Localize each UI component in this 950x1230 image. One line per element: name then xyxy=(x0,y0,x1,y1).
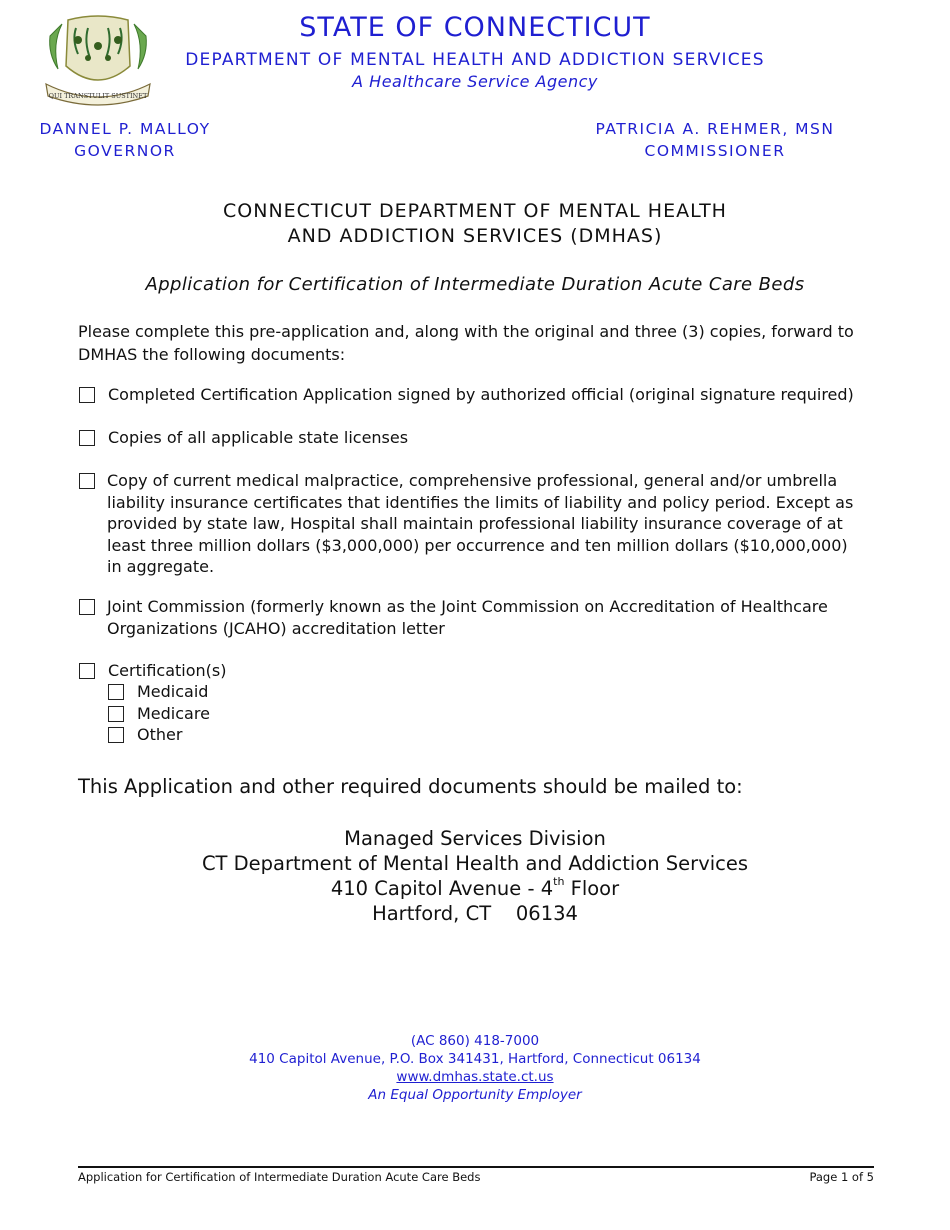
certification-other-label: Other xyxy=(137,725,183,744)
checklist-item-certification-application: Completed Certification Application signed by authorized official (original signature required) xyxy=(108,385,854,404)
mailing-address-line1: Managed Services Division xyxy=(344,827,606,850)
checkbox-other[interactable] xyxy=(108,727,124,743)
checklist-item-insurance-certificates: Copy of current medical malpractice, comprehensive professional, general and/or umbrella liability insurance certificates that identifies the limits of liability and policy period. Except as provided by state law, Hospital shall maintain professional liability insurance coverage of at least three million dollars ($3,000,000) per occurrence and ten million dollars ($10,000,000) in aggregate. xyxy=(107,471,854,576)
checkbox-joint-commission[interactable] xyxy=(79,599,95,615)
checkbox-certifications[interactable] xyxy=(79,663,95,679)
checkbox-certification-application[interactable] xyxy=(79,387,95,403)
mailing-address-line3 xyxy=(0,876,950,901)
mailing-street: 410 Capitol Avenue - 4 xyxy=(330,877,554,900)
mailing-floor: Floor xyxy=(564,877,620,900)
checkbox-insurance-certificates[interactable] xyxy=(79,473,95,489)
checklist-item-joint-commission: Joint Commission (formerly known as the Joint Commission on Accreditation of Healthcare Organizations (JCAHO) accreditation letter xyxy=(107,597,828,638)
seal-motto: QUI TRANSTULIT SUSTINET xyxy=(48,92,148,100)
contact-address: 410 Capitol Avenue, P.O. Box 341431, Hartford, Connecticut 06134 xyxy=(249,1051,701,1067)
certification-medicaid-label: Medicaid xyxy=(137,682,209,701)
website-link[interactable]: www.dmhas.state.ct.us xyxy=(396,1069,554,1085)
checkbox-medicare[interactable] xyxy=(108,706,124,722)
checkbox-medicaid[interactable] xyxy=(108,684,124,700)
mailing-instructions: This Application and other required documents should be mailed to: xyxy=(78,775,743,798)
page-number: Page 1 of 5 xyxy=(809,1170,874,1184)
governor-name: DANNEL P. MALLOY xyxy=(39,120,211,138)
intro-paragraph: Please complete this pre-application and, along with the original and three (3) copies, forward to DMHAS the following documents: xyxy=(78,322,854,364)
checklist-item-state-licenses: Copies of all applicable state licenses xyxy=(108,428,409,447)
document-title-line1: CONNECTICUT DEPARTMENT OF MENTAL HEALTH xyxy=(223,200,727,222)
contact-block xyxy=(0,1032,950,1104)
contact-phone: (AC 860) 418-7000 xyxy=(410,1033,540,1049)
commissioner-title: COMMISSIONER xyxy=(644,142,786,160)
footer-divider xyxy=(78,1166,874,1168)
agency-tagline: A Healthcare Service Agency xyxy=(352,72,598,91)
floor-ordinal: th xyxy=(553,875,565,888)
governor-title: GOVERNOR xyxy=(74,142,176,160)
commissioner-name: PATRICIA A. REHMER, MSN xyxy=(595,120,835,138)
mailing-address-line2: CT Department of Mental Health and Addiction Services xyxy=(201,852,749,875)
checklist-item-certifications: Certification(s) xyxy=(108,661,227,680)
document-title-line2: AND ADDICTION SERVICES (DMHAS) xyxy=(287,225,663,247)
governor-block xyxy=(20,118,230,162)
commissioner-block xyxy=(570,118,860,162)
mailing-address-line4: Hartford, CT 06134 xyxy=(372,902,578,925)
certification-medicare-label: Medicare xyxy=(137,704,210,723)
mailing-address xyxy=(0,826,950,926)
checkbox-state-licenses[interactable] xyxy=(79,430,95,446)
state-title: STATE OF CONNECTICUT xyxy=(299,12,651,43)
footer-document-title: Application for Certification of Intermediate Duration Acute Care Beds xyxy=(78,1170,481,1184)
equal-opportunity-statement: An Equal Opportunity Employer xyxy=(368,1087,582,1103)
document-title xyxy=(0,199,950,249)
department-title: DEPARTMENT OF MENTAL HEALTH AND ADDICTION SERVICES xyxy=(185,50,765,70)
application-title: Application for Certification of Intermediate Duration Acute Care Beds xyxy=(145,274,805,295)
